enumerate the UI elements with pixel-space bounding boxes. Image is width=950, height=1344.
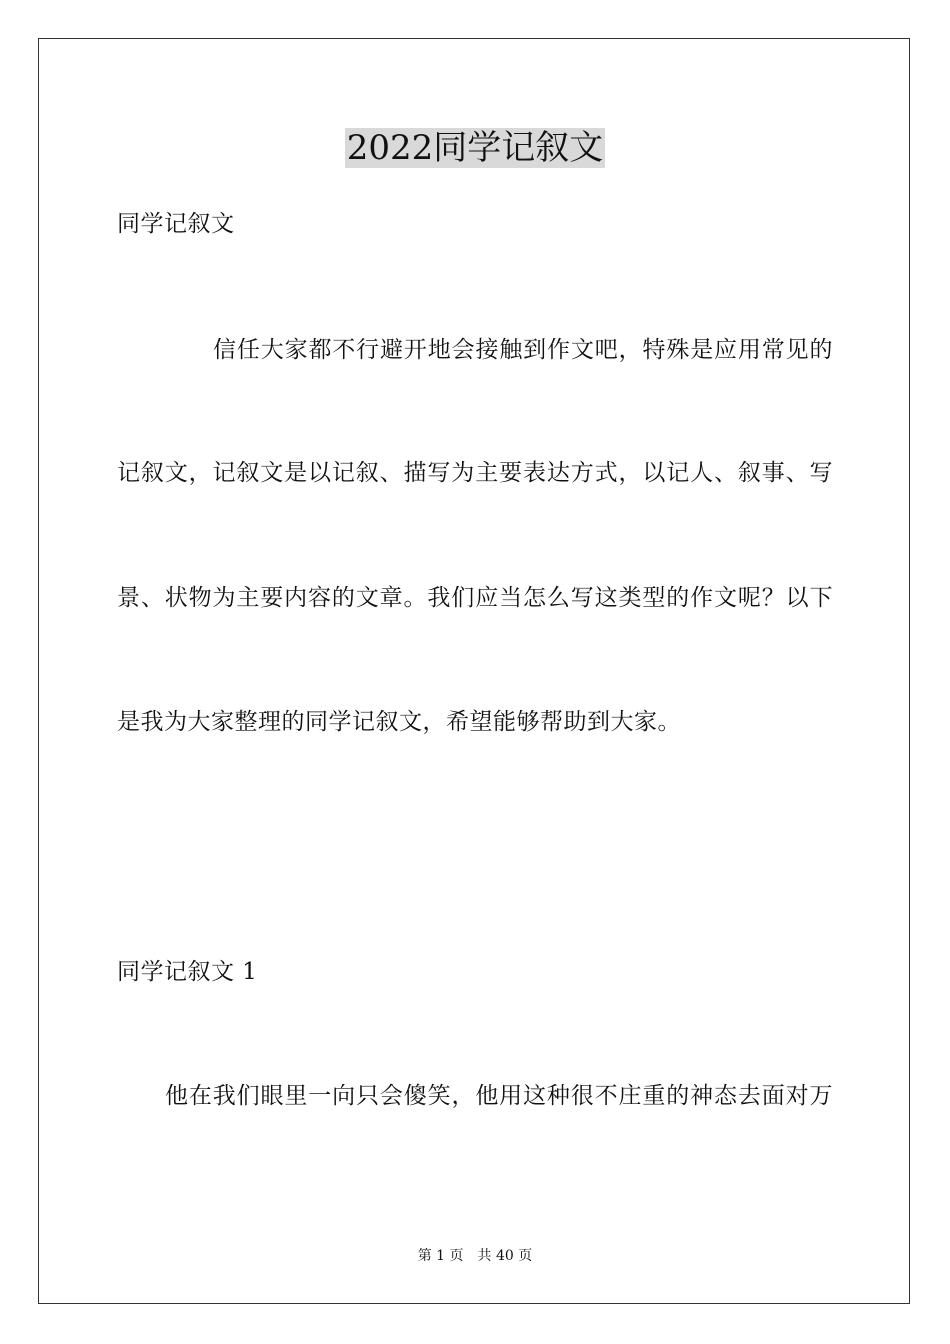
page-footer (0, 1246, 950, 1266)
page-number: 第 1 页 (417, 1248, 464, 1264)
intro-line-3: 景、状物为主要内容的文章。我们应当怎么写这类型的作文呢？以下 (117, 585, 833, 611)
total-pages: 共 40 页 (477, 1248, 533, 1264)
document-title: 2022同学记叙文 (346, 128, 604, 168)
section-paragraph-line-1: 他在我们眼里一向只会傻笑，他用这种很不庄重的神态去面对万 (165, 1083, 833, 1109)
document-heading: 同学记叙文 (117, 211, 235, 237)
intro-line-1: 信任大家都不行避开地会接触到作文吧，特殊是应用常见的 (213, 337, 833, 363)
title-container (0, 128, 950, 168)
intro-line-2: 记叙文，记叙文是以记叙、描写为主要表达方式，以记人、叙事、写 (117, 460, 833, 486)
intro-line-4: 是我为大家整理的同学记叙文，希望能够帮助到大家。 (117, 709, 681, 735)
section-heading: 同学记叙文 1 (117, 959, 258, 985)
